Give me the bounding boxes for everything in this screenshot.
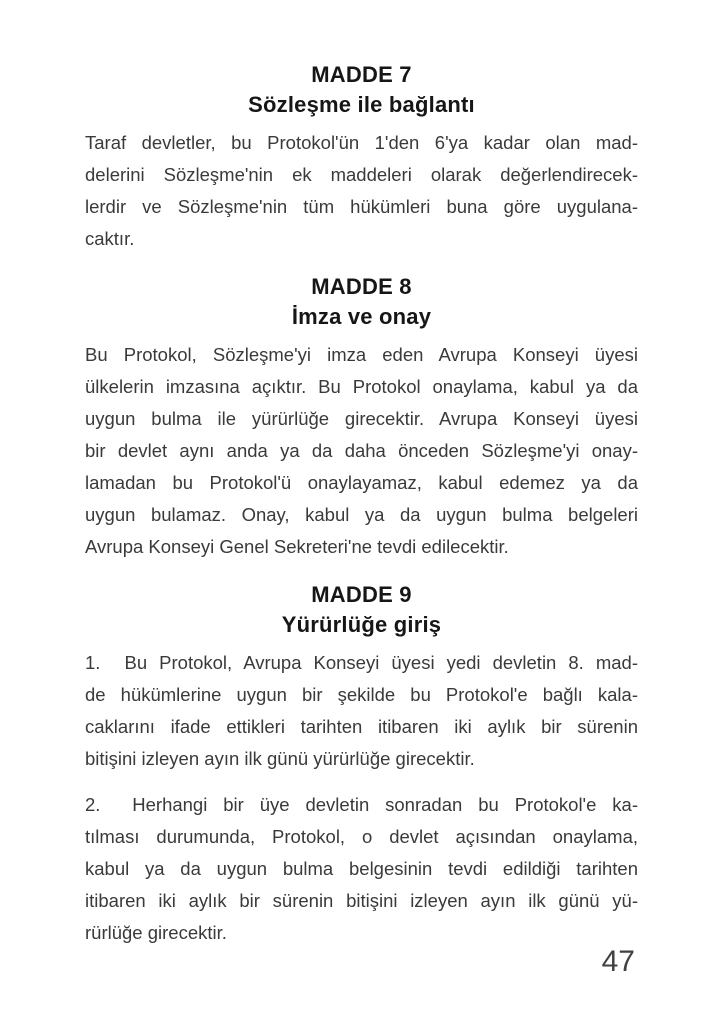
text-line: bir devlet aynı anda ya da daha önceden Sözleşme'yi onay- — [85, 440, 638, 461]
section-heading: MADDE 9 — [311, 582, 412, 607]
paragraph — [85, 789, 638, 949]
section-paragraphs — [85, 127, 638, 255]
text-line: caktır. — [85, 228, 135, 249]
section-paragraphs — [85, 647, 638, 949]
text-line: de hükümlerine uygun bir şekilde bu Protokol'e bağlı kala- — [85, 684, 638, 705]
section-heading: MADDE 7 — [311, 62, 412, 87]
paragraph — [85, 647, 638, 775]
section-subheading: Sözleşme ile bağlantı — [248, 92, 475, 117]
document-body — [85, 60, 638, 949]
article-section — [85, 580, 638, 949]
text-line: delerini Sözleşme'nin ek maddeleri olarak değerlendirecek- — [85, 164, 638, 185]
text-line: rürlüğe girecektir. — [85, 922, 227, 943]
paragraph — [85, 127, 638, 255]
text-line: lamadan bu Protokol'ü onaylayamaz, kabul edemez ya da — [85, 472, 638, 493]
text-line: tılması durumunda, Protokol, o devlet açısından onaylama, — [85, 826, 638, 847]
section-heading: MADDE 8 — [311, 274, 412, 299]
text-line: 2. Herhangi bir üye devletin sonradan bu Protokol'e ka- — [85, 794, 638, 815]
article-section — [85, 272, 638, 563]
text-line: bitişini izleyen ayın ilk günü yürürlüğe girecektir. — [85, 748, 475, 769]
text-line: 1. Bu Protokol, Avrupa Konseyi üyesi yedi devletin 8. mad- — [85, 652, 638, 673]
text-line: Avrupa Konseyi Genel Sekreteri'ne tevdi edilecektir. — [85, 536, 509, 557]
text-line: Bu Protokol, Sözleşme'yi imza eden Avrupa Konseyi üyesi — [85, 344, 638, 365]
page-number: 47 — [601, 945, 635, 978]
text-line: uygun bulma ile yürürlüğe girecektir. Avrupa Konseyi üyesi — [85, 408, 638, 429]
text-line: lerdir ve Sözleşme'nin tüm hükümleri buna göre uygulana- — [85, 196, 638, 217]
article-section — [85, 60, 638, 255]
section-subheading: İmza ve onay — [291, 304, 432, 329]
text-line: uygun bulamaz. Onay, kabul ya da uygun bulma belgeleri — [85, 504, 638, 525]
text-line: ülkelerin imzasına açıktır. Bu Protokol onaylama, kabul ya da — [85, 376, 638, 397]
text-line: caklarını ifade ettikleri tarihten itibaren iki aylık bir sürenin — [85, 716, 638, 737]
section-paragraphs — [85, 339, 638, 563]
text-line: itibaren iki aylık bir sürenin bitişini izleyen ayın ilk günü yü- — [85, 890, 638, 911]
paragraph — [85, 339, 638, 563]
text-line: kabul ya da uygun bulma belgesinin tevdi edildiği tarihten — [85, 858, 638, 879]
section-subheading: Yürürlüğe giriş — [281, 612, 442, 637]
text-line: Taraf devletler, bu Protokol'ün 1'den 6'ya kadar olan mad- — [85, 132, 638, 153]
